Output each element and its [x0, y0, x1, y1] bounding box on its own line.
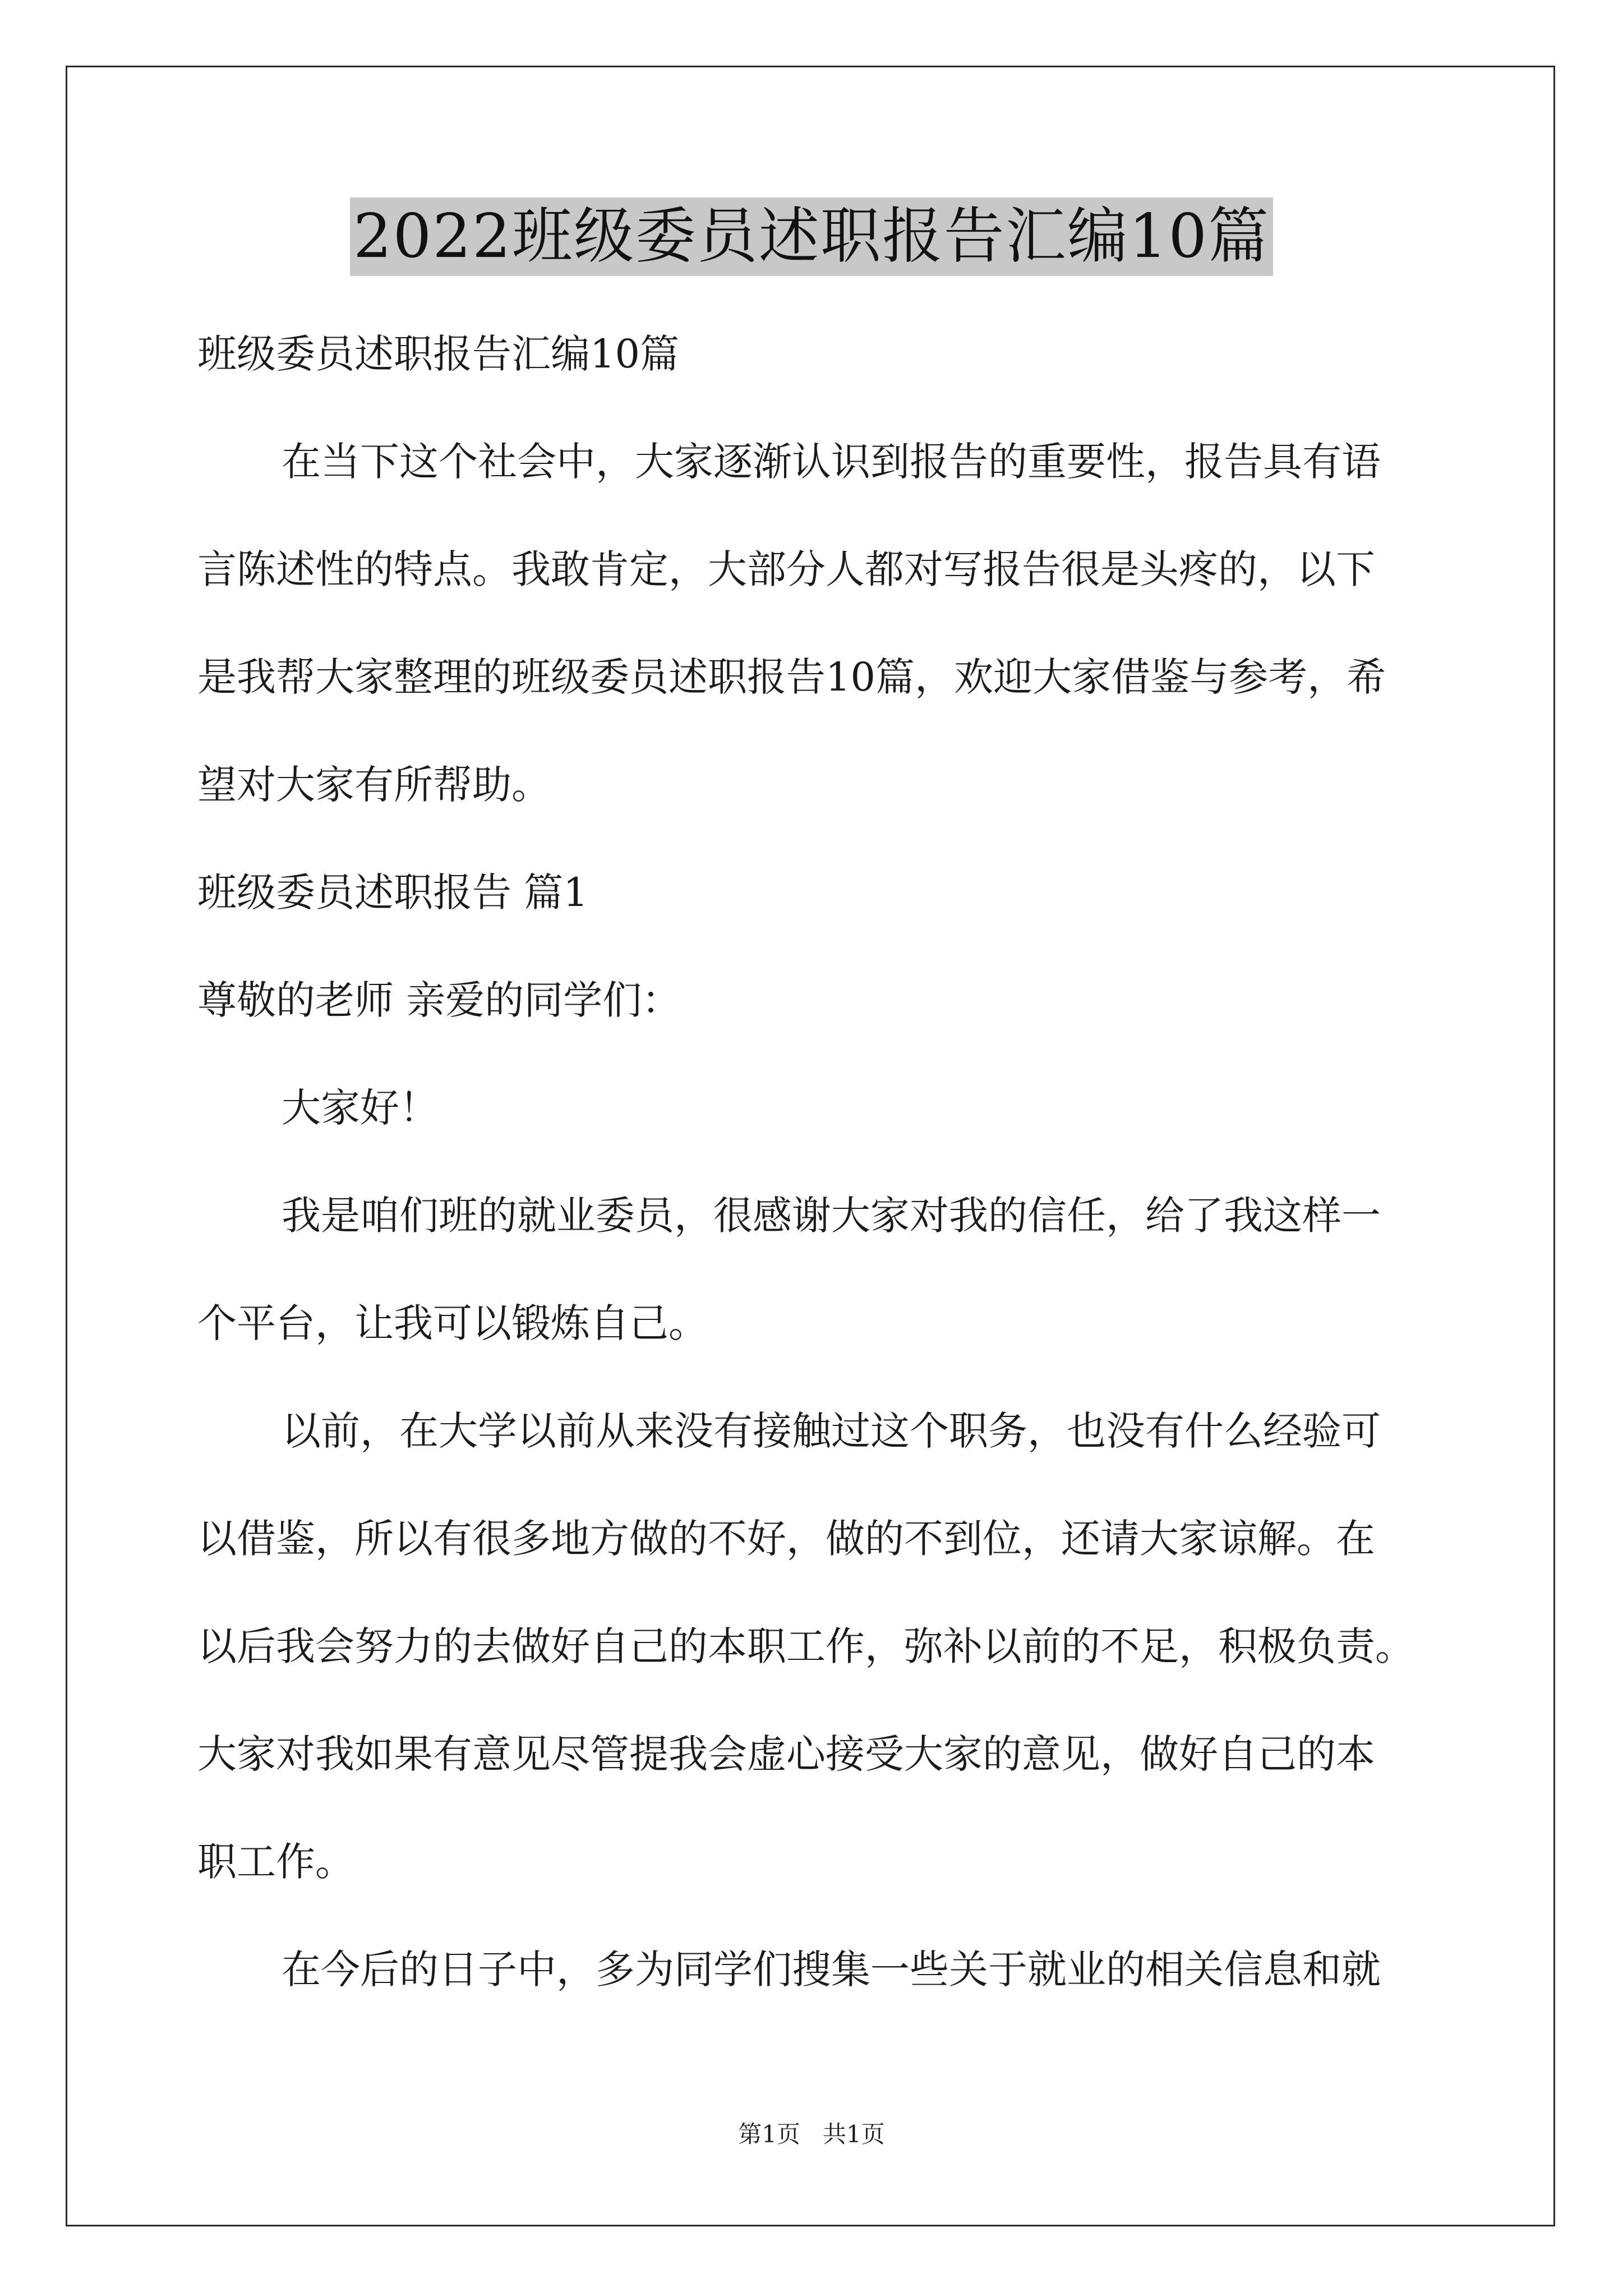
text-line: 言陈述性的特点。我敢肯定，大部分人都对写报告很是头疼的，以下	[197, 546, 1375, 592]
text-line: 班级委员述职报告汇编10篇	[197, 331, 680, 377]
text-line: 我是咱们班的就业委员，很感谢大家对我的信任，给了我这样一	[282, 1193, 1381, 1239]
text-line: 职工作。	[197, 1839, 354, 1885]
document-body	[197, 300, 1454, 2023]
page-total: 共1页	[823, 2120, 885, 2148]
page-number: 第1页	[738, 2120, 800, 2148]
text-line: 在当下这个社会中，大家逐渐认识到报告的重要性，报告具有语	[282, 439, 1381, 485]
text-line: 个平台，让我可以锻炼自己。	[197, 1300, 708, 1346]
document-title: 2022班级委员述职报告汇编10篇	[350, 197, 1273, 276]
text-line: 以后我会努力的去做好自己的本职工作，弥补以前的不足，积极负责。	[197, 1623, 1414, 1669]
text-line: 在今后的日子中，多为同学们搜集一些关于就业的相关信息和就	[282, 1947, 1381, 1993]
title-container	[0, 197, 1623, 276]
text-line: 班级委员述职报告 篇1	[197, 869, 588, 915]
text-line: 以前，在大学以前从来没有接触过这个职务，也没有什么经验可	[282, 1408, 1381, 1454]
text-line: 是我帮大家整理的班级委员述职报告10篇，欢迎大家借鉴与参考，希	[197, 654, 1386, 700]
text-line: 大家好！	[282, 1085, 439, 1131]
text-line: 以借鉴，所以有很多地方做的不好，做的不到位，还请大家谅解。在	[197, 1516, 1375, 1562]
page-footer	[0, 2116, 1623, 2150]
text-line: 大家对我如果有意见尽管提我会虚心接受大家的意见，做好自己的本	[197, 1731, 1375, 1777]
text-line: 望对大家有所帮助。	[197, 762, 551, 808]
text-line: 尊敬的老师 亲爱的同学们：	[197, 977, 681, 1023]
